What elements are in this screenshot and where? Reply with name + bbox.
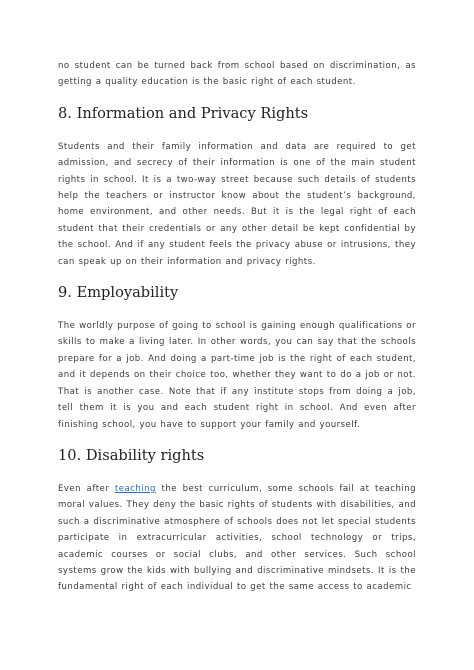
spacer xyxy=(58,466,416,481)
teaching-link[interactable]: teaching xyxy=(114,483,156,494)
spacer xyxy=(58,303,416,318)
section-heading-disability-rights: 10. Disability rights xyxy=(58,446,205,464)
body-text-after-link: the best curriculum, some schools fail at teaching moral values. They deny the basic rights of students with disabilities, and such a discriminative atmosphere of schools does not let special students participate in extracurricular activities, school technology or trips, academic courses or social clubs, and other services. Such school systems grow the kids with bullying and discriminative mindsets. It is the fundamental right of each individual to get the same access to academic xyxy=(58,483,417,593)
section-heading-employability: 9. Employability xyxy=(58,284,179,302)
body-text-before-link: Even after xyxy=(58,483,115,494)
spacer xyxy=(58,124,416,139)
section-heading-information-privacy: 8. Information and Privacy Rights xyxy=(58,104,309,122)
section-body-disability-rights xyxy=(58,481,416,596)
spacer xyxy=(58,91,416,104)
spacer xyxy=(58,433,416,446)
document-content xyxy=(58,58,416,596)
intro-paragraph: no student can be turned back from school based on discrimination, as getting a quality education is the basic right of each student. xyxy=(58,61,416,88)
spacer xyxy=(58,270,416,283)
section-body-employability: The worldly purpose of going to school is gaining enough qualifications or skills to make a living later. In other words, you can say that the schools prepare for a job. And doing a part-time job is the right of each student, and it depends on their choice too, whether they want to do a job or not. That is another case. Note that if any institute stops from doing a job, tell them it is you and each student right in school. And even after finishing school, you have to support your family and yourself. xyxy=(58,321,416,430)
section-body-information-privacy: Students and their family information and data are required to get admission, and secrecy of their information is one of the main student rights in school. It is a two-way street because such details of students help the teachers or instructor know about the student’s background, home environment, and other needs. But it is the legal right of each student that their credentials or any other detail be kept confidential by the school. And if any student feels the privacy abuse or intrusions, they can speak up on their information and privacy rights. xyxy=(58,141,416,267)
